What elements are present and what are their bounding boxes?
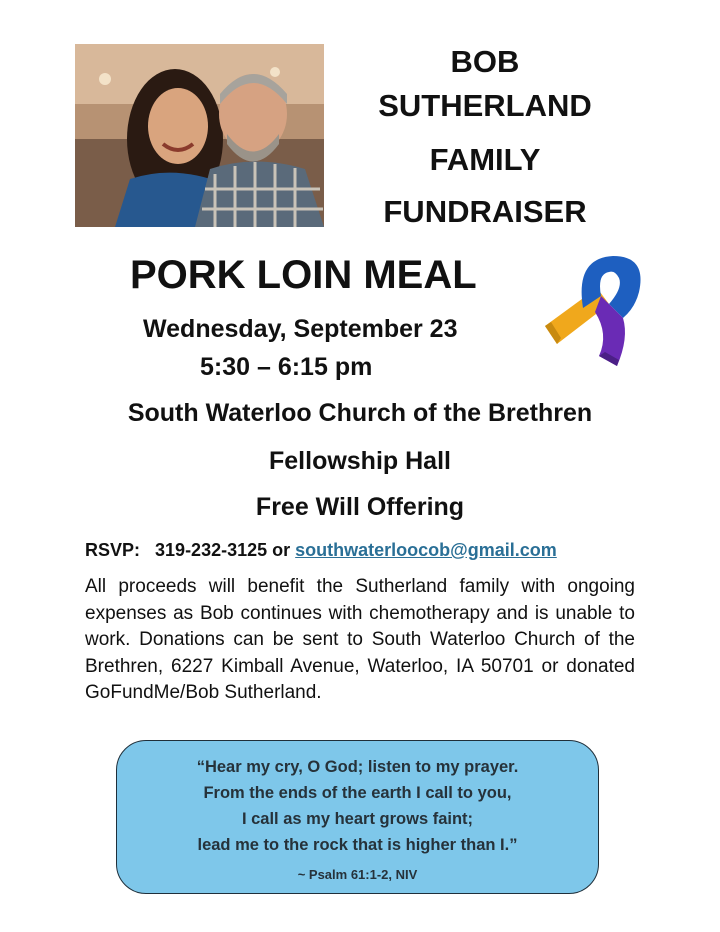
event-time: 5:30 – 6:15 pm [200,353,373,381]
rsvp-label: RSVP: [85,540,141,560]
description-paragraph: All proceeds will benefit the Sutherland family with ongoing expenses as Bob continues with chemotherapy and is unable to work. Donations can be sent to South Waterloo Church of the Brethren, 6227 Kimball Avenue, Waterloo, IA 50701 or donated GoFundMe/Bob Sutherland. [85,576,635,703]
title-line-3: FAMILY [429,142,541,177]
rsvp-phone: 319-232-3125 [155,540,268,560]
event-headline: PORK LOIN MEAL [130,253,477,297]
event-hall: Fellowship Hall [269,447,451,475]
quote-line-1: “Hear my cry, O God; listen to my prayer. [196,758,519,776]
event-offering: Free Will Offering [255,493,465,521]
event-date: Wednesday, September 23 [143,315,458,343]
quote-reference: ~ Psalm 61:1-2, NIV [297,867,418,882]
quote-text [117,754,598,858]
photo-illustration [75,44,324,227]
scripture-quote-box [116,740,599,894]
quote-line-4: lead me to the rock that is higher than I.” [197,836,518,854]
quote-line-3: I call as my heart grows faint; [241,810,474,828]
title-line-2: SUTHERLAND [378,88,592,123]
title-line-1: BOB [450,44,520,79]
rsvp-or: or [272,540,291,560]
event-venue: South Waterloo Church of the Brethren [127,399,593,427]
title-line-4: FUNDRAISER [383,194,587,229]
rsvp-email-link[interactable]: southwaterloocob@gmail.com [295,540,557,560]
awareness-ribbon-icon [535,248,660,373]
family-photo [75,44,324,227]
rsvp-line [85,538,557,562]
quote-line-2: From the ends of the earth I call to you, [203,784,512,802]
